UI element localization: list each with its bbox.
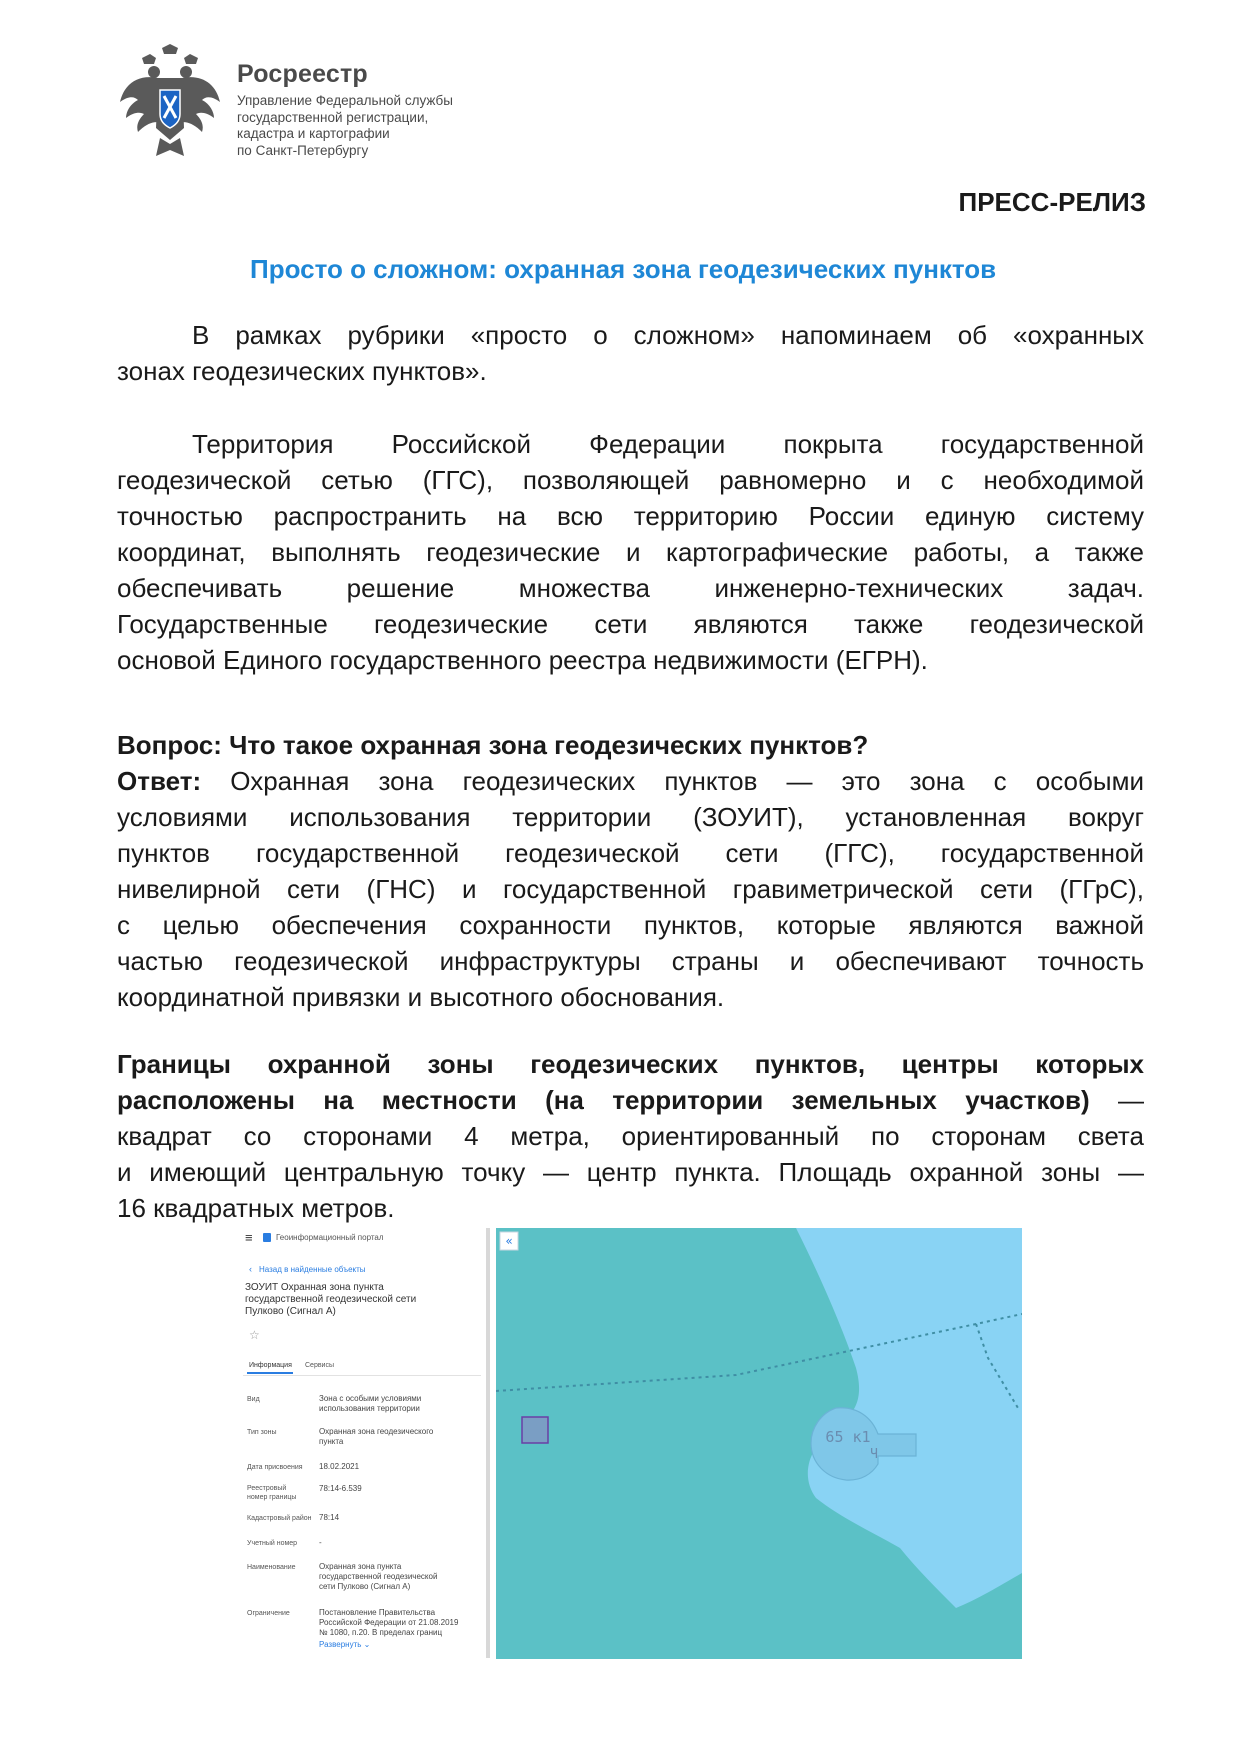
row-value-line: использования территории [319,1404,420,1413]
row-value: - [319,1538,322,1547]
row-label: Кадастровый район [247,1515,312,1522]
answer-first-text: Охранная зона геодезических пунктов — это зона с особыми [201,766,1144,796]
org-subtitle [237,93,477,159]
text-line: нивелирной сети (ГНС) и государственной гравиметрической сети (ГГрС), [117,874,1144,904]
star-icon[interactable]: ☆ [249,1328,260,1342]
text-line: 16 квадратных метров. [117,1193,395,1223]
row-label: Учетный номер [247,1540,298,1547]
map-building-label: Ч [870,1447,878,1462]
tab-divider [243,1375,481,1376]
tab-services[interactable]: Сервисы [305,1362,335,1369]
row-value [319,1562,437,1592]
expand-link-label[interactable]: Развернуть [319,1640,362,1649]
dash-text: — [1089,1085,1144,1115]
text-line: Территория Российской Федерации покрыта государственной [192,429,1144,459]
org-subtitle-line: по Санкт-Петербургу [237,142,369,158]
menu-icon[interactable]: ≡ [245,1230,253,1245]
text-line: основой Единого государственного реестра недвижимости (ЕГРН). [117,645,928,675]
qa-block [117,727,1144,1015]
row-label: Вид [247,1396,260,1403]
text-line: В рамках рубрики «просто о сложном» напоминаем об «охранных [192,320,1144,350]
text-line: зонах геодезических пунктов». [117,356,487,386]
press-release-label: ПРЕСС-РЕЛИЗ [958,187,1146,217]
back-arrow-icon[interactable]: ‹ [249,1264,252,1274]
text-line: Границы охранной зоны геодезических пунктов, центры которых [117,1049,1144,1079]
page-title: Просто о сложном: охранная зона геодезических пунктов [250,254,997,284]
row-label: Дата присвоения [247,1464,303,1471]
text-line: пунктов государственной геодезической сети (ГГС), государственной [117,838,1144,868]
portal-info-panel [233,1226,491,1659]
org-subtitle-line: государственной регистрации, [237,109,429,125]
text-line: частью геодезической инфраструктуры страны и обеспечивают точность [117,946,1144,976]
row-value: 18.02.2021 [319,1462,360,1471]
row-label: Тип зоны [247,1429,277,1436]
question-line: Вопрос: Что такое охранная зона геодезических пунктов? [117,730,869,760]
text-line: условиями использования территории (ЗОУИТ), установленная вокруг [117,802,1144,832]
text-line: координатной привязки и высотного обоснования. [117,982,725,1012]
row-value: 78:14-6.539 [319,1484,362,1493]
bold-text: расположены на местности (на территории земельных участков) [117,1085,1090,1115]
borders-paragraph [117,1046,1144,1226]
rosreestr-emblem-logo [118,44,222,164]
text-line-with-dash [117,1082,1144,1118]
row-value: 78:14 [319,1513,340,1522]
object-title-line: ЗОУИТ Охранная зона пункта [245,1282,384,1293]
tab-information[interactable]: Информация [249,1362,292,1369]
portal-logo-icon [263,1233,271,1242]
row-value-line: Постановление Правительства [319,1608,436,1617]
object-title-line: государственной геодезической сети [245,1294,417,1305]
active-tab-indicator [247,1372,293,1374]
answer-label: Ответ: [117,766,202,796]
org-subtitle-line: кадастра и картографии [237,126,390,141]
map-view[interactable] [496,1228,1022,1659]
text-line: Государственные геодезические сети являются также геодезической [117,609,1144,639]
row-value-line: № 1080, п.20. В пределах границ [319,1628,443,1637]
ggs-paragraph [117,426,1144,678]
text-line: с целью обеспечения сохранности пунктов, которые являются важной [117,910,1144,940]
row-value-line: Российской Федерации от 21.08.2019 [319,1618,459,1627]
row-value-line: Охранная зона пункта [319,1562,402,1571]
row-label: Ограничение [247,1610,290,1617]
portal-title: Геоинформационный портал [276,1233,384,1242]
expand-link[interactable]: Развернуть ⌄ [319,1640,371,1649]
row-value [319,1608,458,1638]
row-value-line: пункта [319,1437,344,1446]
text-line: геодезической сетью (ГГС), позволяющей равномерно и с необходимой [117,465,1144,495]
row-value-line: государственной геодезической [319,1572,438,1581]
text-line: точностью распространить на всю территорию России единую систему [117,501,1144,531]
object-title-line: Пулково (Сигнал А) [245,1306,336,1317]
answer-first-line [117,763,1144,799]
map-building-label: 65 к1 [825,1428,871,1446]
row-value-line: Охранная зона геодезического [319,1427,434,1436]
row-label: Реестровый номер границы [247,1485,297,1501]
row-value [319,1394,421,1414]
collapse-button-icon[interactable]: « [505,1234,513,1248]
object-title [245,1282,416,1318]
panel-scrollbar[interactable] [486,1228,490,1658]
text-line: и имеющий центральную точку — центр пункта. Площадь охранной зоны — [117,1157,1144,1187]
org-name: Росреестр [237,60,368,88]
back-link[interactable]: Назад в найденные объекты [259,1265,366,1274]
org-subtitle-line: Управление Федеральной службы [237,93,453,108]
text-line: квадрат со сторонами 4 метра, ориентированный по сторонам света [117,1121,1144,1151]
protection-zone-square [522,1417,548,1443]
intro-paragraph [117,317,1144,389]
row-value-line: сети Пулково (Сигнал А) [319,1582,411,1591]
text-line: координат, выполнять геодезические и картографические работы, а также [117,537,1144,567]
row-label: Наименование [247,1564,296,1571]
row-value-line: Зона с особыми условиями [319,1394,422,1403]
row-value [319,1427,433,1447]
text-line: обеспечивать решение множества инженерно-технических задач. [117,573,1144,603]
